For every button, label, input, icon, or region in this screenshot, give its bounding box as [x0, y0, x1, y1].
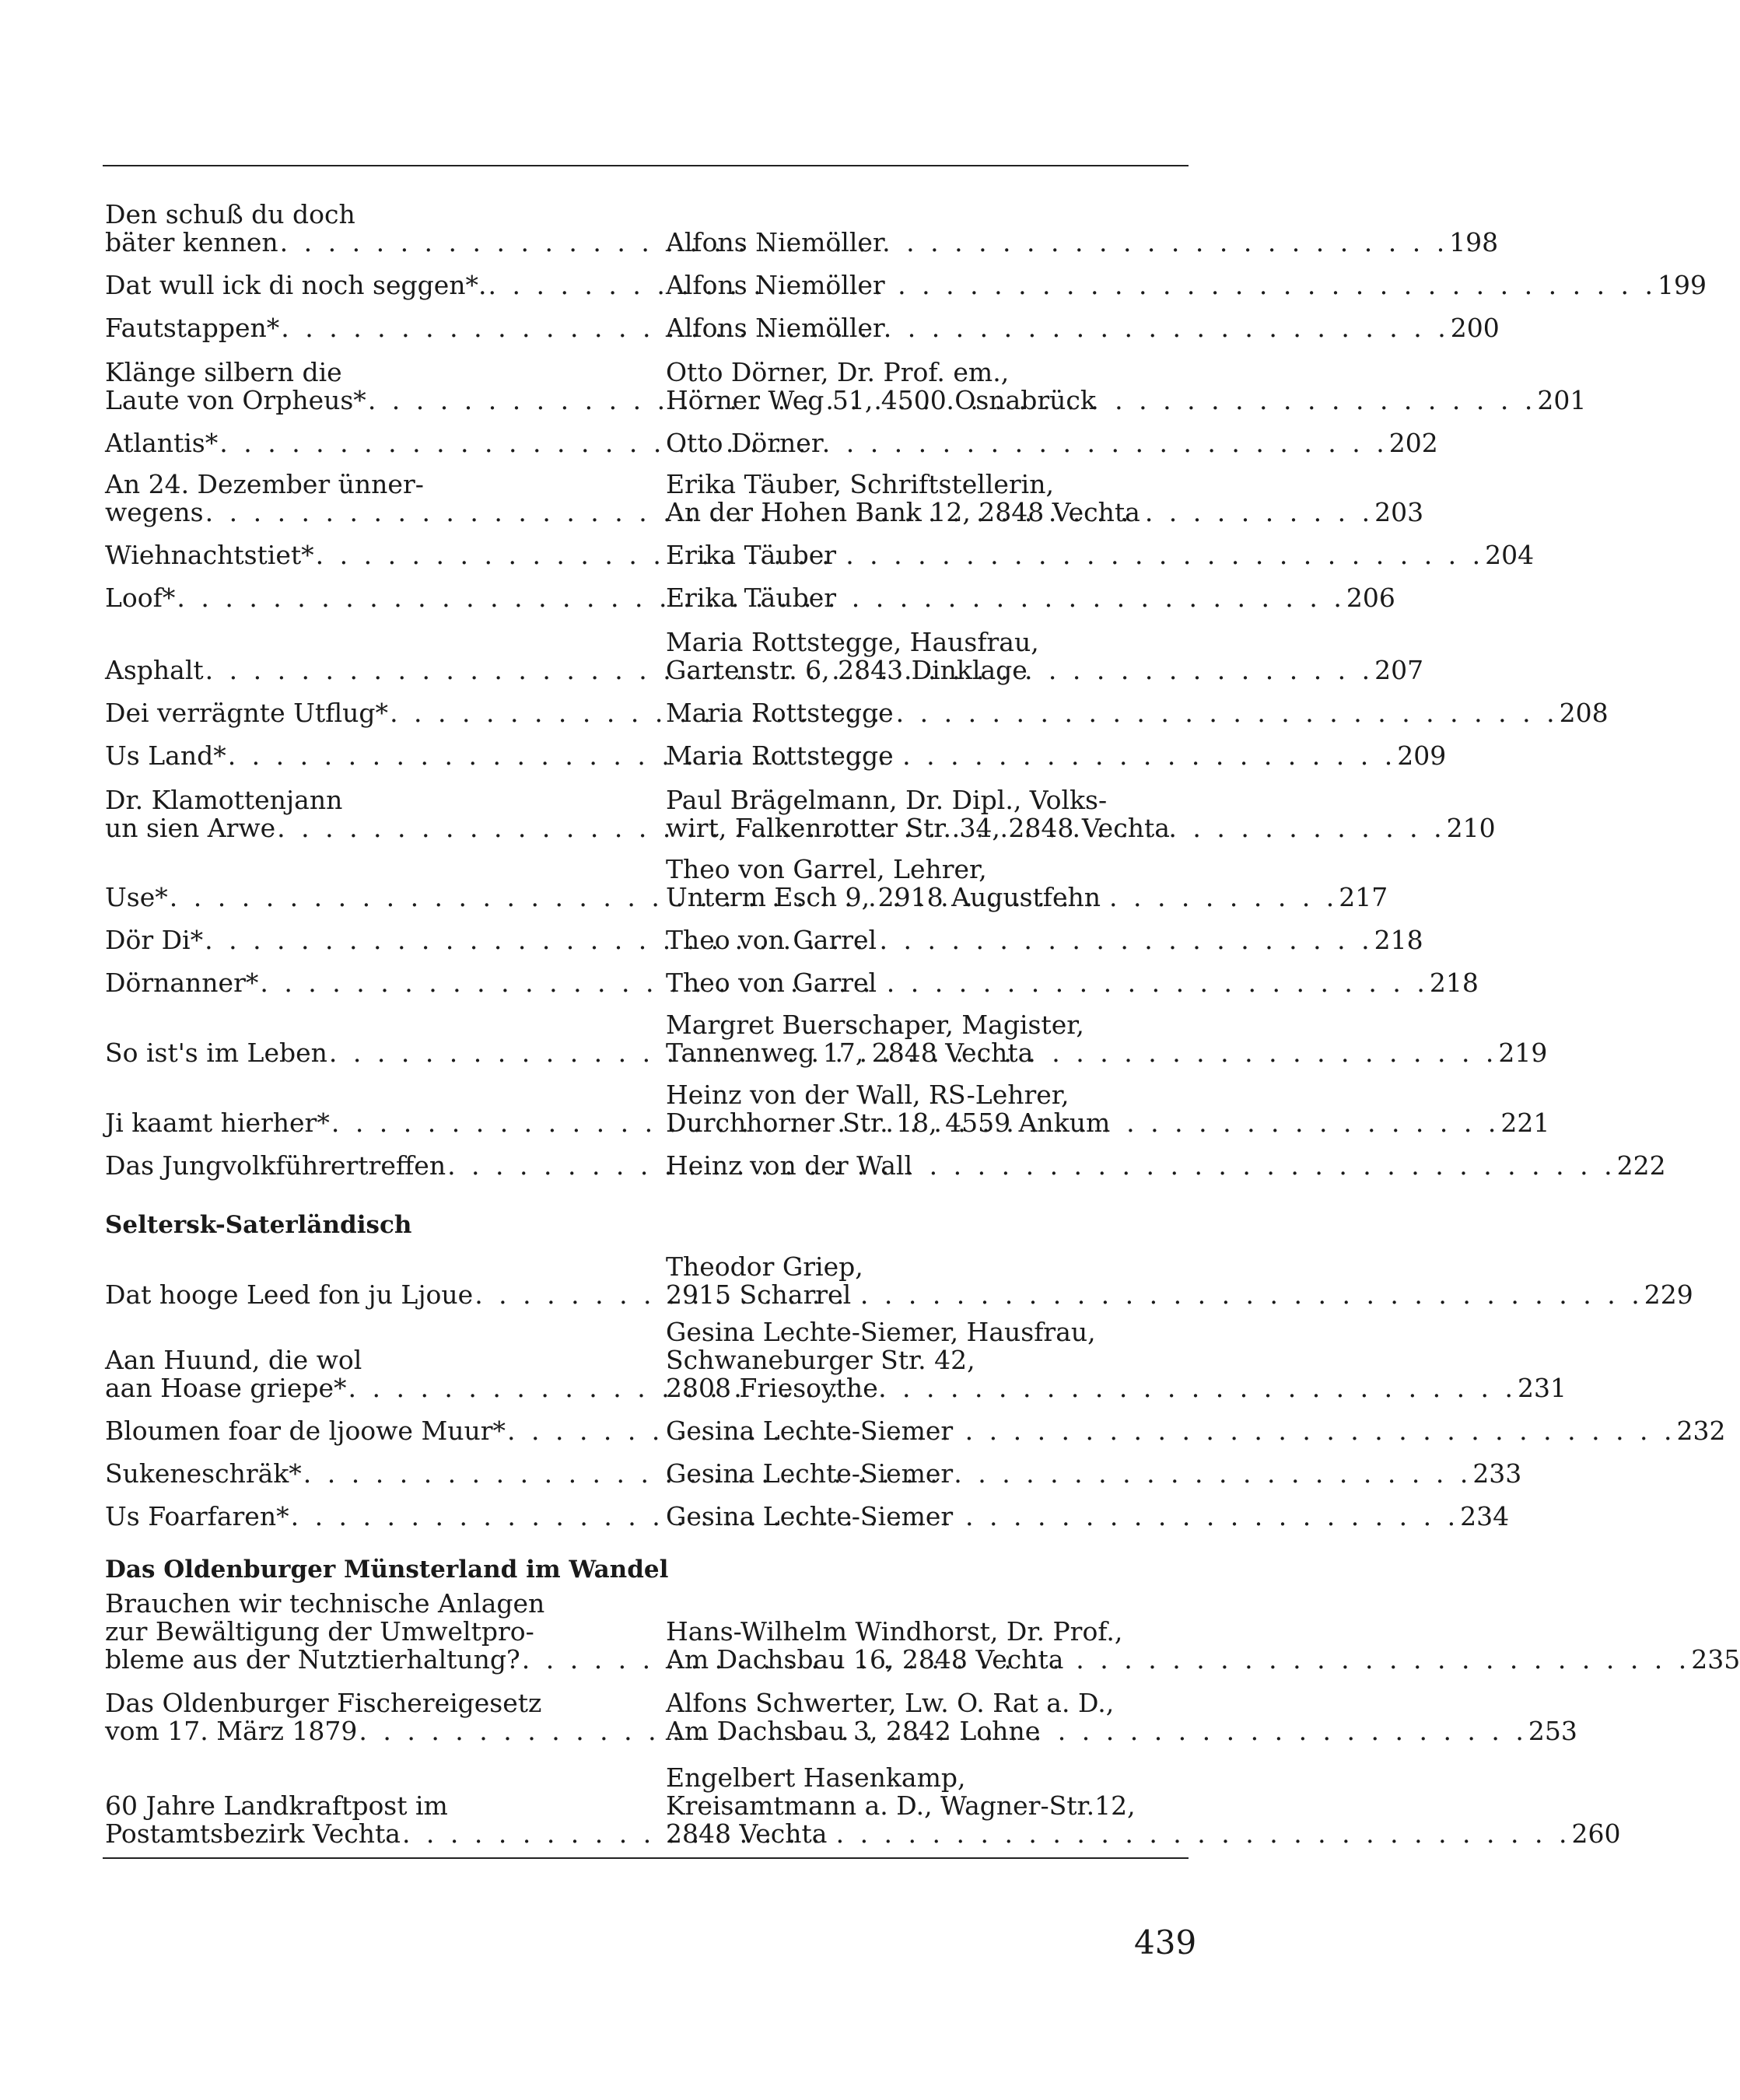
title-text: Dei verrägnte Utflug*	[105, 698, 389, 728]
page-ref: 208	[1559, 698, 1609, 728]
page-ref: 199	[1658, 270, 1707, 300]
section-heading: Das Oldenburger Münsterland im Wandel	[105, 1556, 669, 1584]
author-line: Maria Rottstegge, Hausfrau,	[666, 627, 1039, 657]
title-text: bleme aus der Nutztierhaltung?	[105, 1644, 520, 1675]
author-line: 2848 Vechta	[666, 1818, 828, 1849]
title-text: Wiehnachtstiet*	[105, 540, 314, 570]
title-text: un sien Arwe	[105, 813, 276, 843]
title-text: So ist's im Leben	[105, 1038, 327, 1068]
author-line: Hörner Weg 51, 4500 Osnabrück	[666, 385, 1096, 415]
title-text: Bloumen foar de ljoowe Muur*	[105, 1416, 506, 1446]
page-ref: 204	[1485, 540, 1535, 570]
author-line: Alfons Niemöller	[666, 270, 885, 300]
page-ref: 201	[1537, 385, 1587, 415]
author-line: Am Dachsbau 16, 2848 Vechta	[666, 1644, 1064, 1675]
title-text: Dörnanner*	[105, 968, 259, 998]
title-text: Dat wull ick di noch seggen*.	[105, 270, 487, 300]
title-text: Use*	[105, 882, 168, 912]
title-text: 60 Jahre Landkraftpost im	[105, 1790, 448, 1821]
author-line: Paul Brägelmann, Dr. Dipl., Volks-	[666, 785, 1108, 815]
author-line: Otto Dörner	[666, 428, 824, 458]
title-text: Ji kaamt hierher*	[105, 1108, 330, 1138]
author-line: Gartenstr. 6, 2843 Dinklage	[666, 655, 1028, 685]
page-ref: 207	[1374, 655, 1424, 685]
title-text: Postamtsbezirk Vechta	[105, 1818, 401, 1849]
author-line: wirt, Falkenrotter Str. 34, 2848 Vechta	[666, 813, 1170, 843]
title-text: Fautstappen*	[105, 313, 280, 343]
author-line: Tannenweg 17, 2848 Vechta	[666, 1038, 1034, 1068]
page-number: 439	[1134, 1923, 1197, 1962]
author-line: 2808 Friesoythe	[666, 1373, 878, 1403]
author-line: Erika Täuber	[666, 583, 836, 613]
page-ref: 233	[1472, 1458, 1522, 1489]
page-ref: 232	[1676, 1416, 1726, 1446]
author-line: An der Hohen Bank 12, 2848 Vechta	[666, 497, 1140, 527]
author-line: Heinz von der Wall	[666, 1150, 912, 1181]
page-ref: 235	[1691, 1644, 1740, 1675]
author-line: 2915 Scharrel	[666, 1279, 852, 1310]
author-line: Erika Täuber, Schriftstellerin,	[666, 469, 1054, 499]
author-line: Heinz von der Wall, RS-Lehrer,	[666, 1080, 1070, 1110]
page-ref: 200	[1450, 313, 1500, 343]
page-ref: 202	[1388, 428, 1438, 458]
title-text: Klänge silbern die	[105, 357, 342, 387]
title-text: Dat hooge Leed fon ju Ljoue	[105, 1279, 474, 1310]
author-line: Schwaneburger Str. 42,	[666, 1345, 975, 1375]
title-text: Atlantis*	[105, 428, 219, 458]
page-ref: 234	[1460, 1501, 1510, 1531]
page-ref: 229	[1644, 1279, 1693, 1310]
title-text: Laute von Orpheus*	[105, 385, 366, 415]
page-ref: 222	[1616, 1150, 1666, 1181]
author-line: Gesina Lechte-Siemer, Hausfrau,	[666, 1317, 1096, 1347]
title-text: Das Oldenburger Fischereigesetz	[105, 1688, 542, 1718]
title-text: vom 17. März 1879	[105, 1716, 358, 1746]
author-line: Erika Täuber	[666, 540, 836, 570]
title-text: bäter kennen	[105, 227, 278, 257]
title-text: Asphalt	[105, 655, 204, 685]
author-line: Gesina Lechte-Siemer	[666, 1501, 954, 1531]
title-text: An 24. Dezember ünner-	[105, 469, 424, 499]
author-line: Maria Rottstegge	[666, 698, 894, 728]
page-ref: 253	[1528, 1716, 1577, 1746]
title-text: wegens	[105, 497, 204, 527]
author-line: Maria Rottstegge	[666, 740, 894, 771]
author-line: Gesina Lechte-Siemer	[666, 1416, 954, 1446]
title-text: Brauchen wir technische Anlagen	[105, 1588, 545, 1619]
author-line: Theo von Garrel	[666, 925, 877, 955]
author-line: Am Dachsbau 3, 2842 Lohne	[666, 1716, 1041, 1746]
author-line: Engelbert Hasenkamp,	[666, 1762, 966, 1793]
page-ref: 198	[1449, 227, 1499, 257]
title-text: zur Bewältigung der Umweltpro-	[105, 1616, 534, 1647]
title-text: Loof*	[105, 583, 176, 613]
page-ref: 217	[1339, 882, 1388, 912]
page-ref: 221	[1500, 1108, 1550, 1138]
title-text: aan Hoase griepe*	[105, 1373, 347, 1403]
author-line: Margret Buerschaper, Magister,	[666, 1010, 1084, 1040]
author-line: Gesina Lechte-Siemer	[666, 1458, 954, 1489]
title-line	[105, 1792, 631, 1820]
title-text: Dr. Klamottenjann	[105, 785, 343, 815]
title-text: Sukeneschräk*	[105, 1458, 302, 1489]
title-text: Us Land*	[105, 740, 226, 771]
author-line: Theo von Garrel, Lehrer,	[666, 854, 987, 884]
page-ref: 218	[1429, 968, 1479, 998]
page-ref: 218	[1374, 925, 1423, 955]
author-line: Unterm Esch 9, 2918 Augustfehn	[666, 882, 1101, 912]
page-ref: 203	[1374, 497, 1424, 527]
author-line: Hans-Wilhelm Windhorst, Dr. Prof.,	[666, 1616, 1123, 1647]
page-ref: 210	[1446, 813, 1496, 843]
page-ref: 219	[1498, 1038, 1548, 1068]
page-ref: 260	[1571, 1818, 1621, 1849]
author-line: Alfons Niemöller	[666, 227, 885, 257]
author-line: Alfons Niemöller	[666, 313, 885, 343]
title-text: Das Jungvolkführertreffen	[105, 1150, 446, 1181]
title-text: Den schuß du doch	[105, 199, 355, 229]
author-line: Theodor Griep,	[666, 1251, 863, 1282]
title-text: Us Foarfaren*	[105, 1501, 289, 1531]
page-ref: 206	[1346, 583, 1395, 613]
section-heading: Seltersk-Saterländisch	[105, 1211, 412, 1239]
author-line: Kreisamtmann a. D., Wagner-Str.12,	[666, 1790, 1136, 1821]
title-text: Aan Huund, die wol	[105, 1345, 362, 1375]
title-text: Dör Di*	[105, 925, 204, 955]
page-ref: 231	[1518, 1373, 1567, 1403]
author-line: Otto Dörner, Dr. Prof. em.,	[666, 357, 1010, 387]
author-line: Theo von Garrel	[666, 968, 877, 998]
page-ref: 209	[1397, 740, 1447, 771]
entry-author	[666, 1764, 1210, 1848]
author-line: Alfons Schwerter, Lw. O. Rat a. D.,	[666, 1688, 1115, 1718]
author-line: Durchhorner Str. 18, 4559 Ankum	[666, 1108, 1111, 1138]
bottom-rule	[103, 1857, 1189, 1859]
